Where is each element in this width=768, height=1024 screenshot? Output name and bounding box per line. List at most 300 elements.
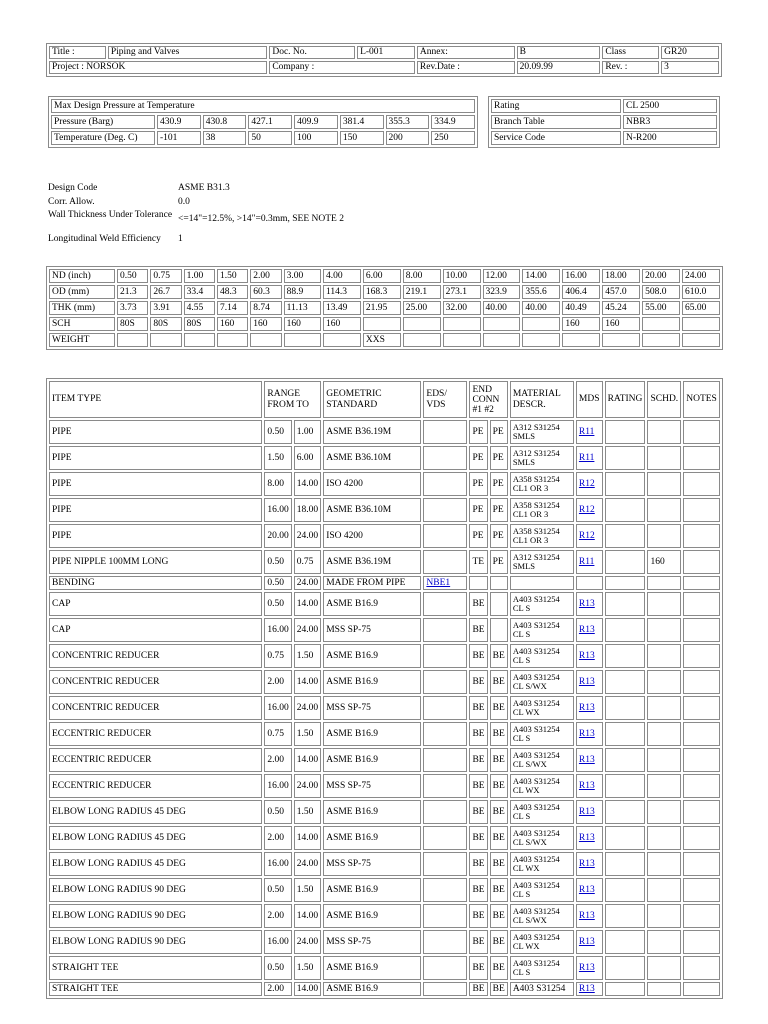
end-conn-1-cell <box>469 576 487 590</box>
schd-cell <box>647 446 681 470</box>
rev-date-value: 20.09.99 <box>517 61 601 74</box>
item-row <box>49 800 720 824</box>
rating-cell <box>605 722 646 746</box>
notes-cell <box>683 800 720 824</box>
range-to-cell: 14.00 <box>294 472 321 496</box>
notes-cell <box>683 670 720 694</box>
range-from-cell: 8.00 <box>264 472 291 496</box>
mds-cell-link[interactable]: R13 <box>578 754 595 765</box>
item-type-header: ITEM TYPE <box>49 381 262 418</box>
branch-table-label: Branch Table <box>491 115 621 129</box>
material-header: MATERIAL DESCR. <box>510 381 574 418</box>
end-conn-1-cell: BE <box>469 852 487 876</box>
thk-cell: 3.91 <box>150 301 181 315</box>
nd-cell: 1.50 <box>217 269 248 283</box>
od-cell: 323.9 <box>483 285 521 299</box>
sch-cell: 80S <box>184 317 215 331</box>
range-to-cell: 24.00 <box>294 852 321 876</box>
item-row <box>49 930 720 954</box>
temperature-value: 250 <box>431 131 475 145</box>
items-header-row <box>49 381 720 418</box>
mds-cell-link[interactable]: R13 <box>578 676 595 687</box>
nd-label: ND (inch) <box>49 269 115 283</box>
thk-label: THK (mm) <box>49 301 115 315</box>
end-conn-2-cell: BE <box>490 852 508 876</box>
range-to-cell: 0.75 <box>294 550 321 574</box>
range-to-cell: 14.00 <box>294 670 321 694</box>
eds-vds-cell <box>423 498 467 522</box>
od-cell: 114.3 <box>323 285 361 299</box>
material-cell: A358 S31254 CL1 OR 3 <box>510 498 574 522</box>
item-row <box>49 420 720 444</box>
rating-cell <box>605 420 646 444</box>
thk-row <box>49 301 720 315</box>
sch-cell <box>483 317 521 331</box>
range-to-cell: 1.50 <box>294 800 321 824</box>
mds-cell-link[interactable]: R13 <box>578 728 595 739</box>
weight-cell <box>250 333 281 347</box>
range-to-cell: 14.00 <box>294 748 321 772</box>
mds-cell <box>576 644 603 668</box>
schd-cell <box>647 420 681 444</box>
schd-cell <box>647 524 681 548</box>
corrosion-allowance-value: 0.0 <box>178 197 190 207</box>
mds-cell-link[interactable]: R13 <box>578 832 595 843</box>
sch-cell <box>522 317 560 331</box>
mds-cell <box>576 576 603 590</box>
pressure-value: 355.3 <box>386 115 430 129</box>
mds-cell-link[interactable]: R12 <box>578 504 595 515</box>
eds-vds-cell <box>423 472 467 496</box>
eds-vds-cell <box>423 618 467 642</box>
eds-vds-cell-link[interactable]: NBE1 <box>426 577 451 588</box>
thk-cell: 25.00 <box>403 301 441 315</box>
design-code-label: Design Code <box>48 183 98 193</box>
schd-cell <box>647 774 681 798</box>
wall-thickness-label: Wall Thickness Under Tolerance <box>48 210 173 220</box>
rating-cell <box>605 524 646 548</box>
material-cell: A403 S31254 CL S <box>510 722 574 746</box>
mds-cell-link[interactable]: R12 <box>578 530 595 541</box>
nd-cell: 24.00 <box>682 269 720 283</box>
schd-cell <box>647 930 681 954</box>
notes-cell <box>683 550 720 574</box>
mds-cell-link[interactable]: R13 <box>578 884 595 895</box>
weight-cell <box>184 333 215 347</box>
range-from-cell: 0.50 <box>264 878 291 902</box>
eds-vds-cell <box>423 826 467 850</box>
end-conn-2-cell: BE <box>490 878 508 902</box>
item-type-cell: ECCENTRIC REDUCER <box>49 722 262 746</box>
thk-cell: 40.49 <box>562 301 600 315</box>
mds-cell-link[interactable]: R11 <box>578 556 595 567</box>
nd-cell: 6.00 <box>363 269 401 283</box>
end-conn-2-cell <box>490 592 508 616</box>
schd-cell <box>647 498 681 522</box>
eds-vds-cell <box>423 852 467 876</box>
weight-cell <box>323 333 361 347</box>
range-from-cell: 16.00 <box>264 852 291 876</box>
item-row <box>49 550 720 574</box>
geometric-standard-cell: ASME B36.19M <box>323 420 421 444</box>
material-cell: A403 S31254 <box>510 982 574 996</box>
end-conn-1-cell: BE <box>469 644 487 668</box>
item-row <box>49 576 720 590</box>
schd-cell <box>647 956 681 980</box>
item-type-cell: ELBOW LONG RADIUS 90 DEG <box>49 878 262 902</box>
schd-cell <box>647 748 681 772</box>
thk-cell: 7.14 <box>217 301 248 315</box>
design-code-value: ASME B31.3 <box>178 183 230 193</box>
mds-cell-link[interactable]: R13 <box>578 624 595 635</box>
rating-cell <box>605 644 646 668</box>
geometric-standard-cell: ASME B16.9 <box>323 722 421 746</box>
range-to-cell: 14.00 <box>294 592 321 616</box>
item-row <box>49 878 720 902</box>
mds-cell <box>576 826 603 850</box>
eds-vds-cell <box>423 524 467 548</box>
pressure-value: 381.4 <box>340 115 384 129</box>
mds-cell <box>576 800 603 824</box>
geometric-standard-cell: MSS SP-75 <box>323 618 421 642</box>
end-conn-1-cell: BE <box>469 618 487 642</box>
wall-thickness-value: <=14"=12.5%, >14"=0.3mm, SEE NOTE 2 <box>178 214 344 224</box>
notes-cell <box>683 956 720 980</box>
item-row <box>49 904 720 928</box>
eds-vds-cell <box>423 550 467 574</box>
temperature-value: 38 <box>203 131 247 145</box>
mds-cell-link[interactable]: R13 <box>578 983 595 994</box>
thk-cell: 8.74 <box>250 301 281 315</box>
item-type-cell: ELBOW LONG RADIUS 90 DEG <box>49 930 262 954</box>
service-code-label: Service Code <box>491 131 621 145</box>
geometric-standard-cell: MADE FROM PIPE <box>323 576 421 590</box>
item-row <box>49 592 720 616</box>
rating-cell <box>605 618 646 642</box>
item-type-cell: PIPE NIPPLE 100MM LONG <box>49 550 262 574</box>
range-to-cell: 14.00 <box>294 982 321 996</box>
item-row <box>49 498 720 522</box>
end-conn-2-cell: PE <box>490 472 508 496</box>
geometric-standard-cell: ASME B16.9 <box>323 748 421 772</box>
geometric-standard-cell: ASME B16.9 <box>323 904 421 928</box>
weight-row <box>49 333 720 347</box>
item-type-cell: CAP <box>49 592 262 616</box>
rating-cell <box>605 982 646 996</box>
notes-header: NOTES <box>683 381 720 418</box>
mds-cell <box>576 498 603 522</box>
end-conn-2-cell: PE <box>490 498 508 522</box>
end-conn-2-cell: BE <box>490 904 508 928</box>
item-type-cell: ECCENTRIC REDUCER <box>49 748 262 772</box>
mds-cell-link[interactable]: R13 <box>578 598 595 609</box>
od-cell: 21.3 <box>117 285 148 299</box>
range-to-cell: 24.00 <box>294 618 321 642</box>
nd-cell: 1.00 <box>184 269 215 283</box>
notes-cell <box>683 748 720 772</box>
schd-cell <box>647 982 681 996</box>
rating-cell <box>605 550 646 574</box>
sch-cell <box>443 317 481 331</box>
weight-cell <box>562 333 600 347</box>
material-cell: A403 S31254 CL WX <box>510 696 574 720</box>
nd-cell: 12.00 <box>483 269 521 283</box>
thk-cell: 45.24 <box>602 301 640 315</box>
mds-cell <box>576 722 603 746</box>
eds-vds-cell <box>423 878 467 902</box>
weight-cell <box>284 333 321 347</box>
mds-cell-link[interactable]: R13 <box>578 806 595 817</box>
rating-cell <box>605 800 646 824</box>
nd-row <box>49 269 720 283</box>
material-cell: A403 S31254 CL S <box>510 592 574 616</box>
end-conn-2-cell: PE <box>490 420 508 444</box>
eds-vds-cell <box>423 592 467 616</box>
range-from-cell: 16.00 <box>264 498 291 522</box>
notes-cell <box>683 696 720 720</box>
pressure-value: 430.8 <box>203 115 247 129</box>
end-conn-1-cell: BE <box>469 592 487 616</box>
sch-cell: 160 <box>562 317 600 331</box>
mds-cell-link[interactable]: R13 <box>578 702 595 713</box>
geometric-standard-cell: ASME B16.9 <box>323 878 421 902</box>
mds-cell <box>576 748 603 772</box>
nd-cell: 4.00 <box>323 269 361 283</box>
material-cell: A403 S31254 CL S/WX <box>510 748 574 772</box>
class-label: Class <box>602 46 659 59</box>
mds-cell <box>576 982 603 996</box>
item-row <box>49 852 720 876</box>
material-cell: A403 S31254 CL S <box>510 956 574 980</box>
range-from-cell: 0.75 <box>264 722 291 746</box>
item-type-cell: ELBOW LONG RADIUS 45 DEG <box>49 826 262 850</box>
material-cell: A403 S31254 CL WX <box>510 774 574 798</box>
end-conn-1-cell: TE <box>469 550 487 574</box>
end-conn-1-cell: PE <box>469 446 487 470</box>
mds-cell-link[interactable]: R13 <box>578 910 595 921</box>
end-conn-2-cell: BE <box>490 826 508 850</box>
mds-cell <box>576 524 603 548</box>
eds-vds-cell <box>423 904 467 928</box>
end-conn-2-cell: BE <box>490 930 508 954</box>
range-from-cell: 2.00 <box>264 904 291 928</box>
rev-value: 3 <box>661 61 719 74</box>
temperature-value: 150 <box>340 131 384 145</box>
nd-cell: 14.00 <box>522 269 560 283</box>
mds-cell-link[interactable]: R12 <box>578 478 595 489</box>
range-from-cell: 2.00 <box>264 670 291 694</box>
item-type-cell: CONCENTRIC REDUCER <box>49 696 262 720</box>
end-conn-2-cell: PE <box>490 550 508 574</box>
range-to-cell: 1.50 <box>294 956 321 980</box>
mds-cell-link[interactable]: R13 <box>578 858 595 869</box>
geometric-standard-cell: MSS SP-75 <box>323 696 421 720</box>
od-cell: 273.1 <box>443 285 481 299</box>
notes-cell <box>683 774 720 798</box>
od-cell: 508.0 <box>642 285 680 299</box>
od-cell: 168.3 <box>363 285 401 299</box>
geometric-standard-cell: ISO 4200 <box>323 472 421 496</box>
range-to-cell: 14.00 <box>294 826 321 850</box>
range-from-cell: 16.00 <box>264 930 291 954</box>
geometric-standard-cell: ASME B16.9 <box>323 826 421 850</box>
mds-cell-link[interactable]: R13 <box>578 962 595 973</box>
eds-vds-cell <box>423 774 467 798</box>
item-type-cell: PIPE <box>49 446 262 470</box>
item-type-cell: STRAIGHT TEE <box>49 956 262 980</box>
notes-cell <box>683 826 720 850</box>
item-row <box>49 748 720 772</box>
eds-vds-cell <box>423 670 467 694</box>
company-label: Company : <box>269 61 415 74</box>
mds-cell-link[interactable]: R11 <box>578 426 595 437</box>
annex-label: Annex: <box>417 46 515 59</box>
material-cell: A403 S31254 CL WX <box>510 930 574 954</box>
end-conn-2-cell: BE <box>490 696 508 720</box>
end-conn-2-cell: BE <box>490 748 508 772</box>
rev-date-label: Rev.Date : <box>417 61 515 74</box>
geometric-standard-cell: ASME B16.9 <box>323 982 421 996</box>
range-from-cell: 20.00 <box>264 524 291 548</box>
nd-cell: 3.00 <box>284 269 321 283</box>
end-conn-1-cell: BE <box>469 670 487 694</box>
geometric-standard-cell: ASME B16.9 <box>323 800 421 824</box>
end-conn-1-cell: BE <box>469 956 487 980</box>
end-conn-2-cell <box>490 576 508 590</box>
od-cell: 457.0 <box>602 285 640 299</box>
pressure-value: 409.9 <box>294 115 338 129</box>
sch-cell <box>363 317 401 331</box>
schd-cell <box>647 644 681 668</box>
temperature-value: 200 <box>386 131 430 145</box>
od-cell: 60.3 <box>250 285 281 299</box>
item-type-cell: CAP <box>49 618 262 642</box>
item-row <box>49 524 720 548</box>
notes-cell <box>683 878 720 902</box>
mds-cell <box>576 852 603 876</box>
notes-cell <box>683 852 720 876</box>
material-cell <box>510 576 574 590</box>
range-to-cell: 1.00 <box>294 420 321 444</box>
end-conn-1-cell: PE <box>469 420 487 444</box>
range-to-cell: 24.00 <box>294 524 321 548</box>
mds-cell <box>576 878 603 902</box>
end-conn-2-cell: BE <box>490 774 508 798</box>
material-cell: A312 S31254 SMLS <box>510 446 574 470</box>
mds-cell-link[interactable]: R13 <box>578 650 595 661</box>
material-cell: A403 S31254 CL S <box>510 644 574 668</box>
range-to-cell: 24.00 <box>294 774 321 798</box>
mds-cell-link[interactable]: R13 <box>578 780 595 791</box>
eds-vds-cell <box>423 644 467 668</box>
nd-cell: 18.00 <box>602 269 640 283</box>
material-cell: A403 S31254 CL S <box>510 618 574 642</box>
mds-cell <box>576 420 603 444</box>
sch-label: SCH <box>49 317 115 331</box>
mds-cell-link[interactable]: R11 <box>578 452 595 463</box>
range-from-cell: 0.50 <box>264 800 291 824</box>
material-cell: A312 S31254 SMLS <box>510 420 574 444</box>
material-cell: A403 S31254 CL WX <box>510 852 574 876</box>
rating-cell <box>605 446 646 470</box>
sch-row <box>49 317 720 331</box>
doc-no-value: L-001 <box>357 46 415 59</box>
range-from-cell: 0.50 <box>264 956 291 980</box>
geometric-standard-cell: ASME B16.9 <box>323 670 421 694</box>
item-type-cell: PIPE <box>49 472 262 496</box>
range-to-cell: 18.00 <box>294 498 321 522</box>
sch-cell <box>403 317 441 331</box>
doc-no-label: Doc. No. <box>269 46 355 59</box>
range-from-cell: 16.00 <box>264 618 291 642</box>
weight-cell <box>443 333 481 347</box>
notes-cell <box>683 472 720 496</box>
item-type-cell: PIPE <box>49 498 262 522</box>
geometric-standard-cell: ASME B36.10M <box>323 446 421 470</box>
notes-cell <box>683 904 720 928</box>
pipe-size-table <box>46 266 723 350</box>
schd-cell <box>647 670 681 694</box>
sch-cell: 80S <box>150 317 181 331</box>
eds-vds-cell <box>423 576 467 590</box>
item-row <box>49 472 720 496</box>
mds-cell <box>576 670 603 694</box>
end-conn-1-cell: BE <box>469 982 487 996</box>
material-cell: A358 S31254 CL1 OR 3 <box>510 472 574 496</box>
od-cell: 406.4 <box>562 285 600 299</box>
item-type-cell: ELBOW LONG RADIUS 90 DEG <box>49 904 262 928</box>
rating-cell <box>605 592 646 616</box>
range-from-cell: 2.00 <box>264 748 291 772</box>
od-cell: 48.3 <box>217 285 248 299</box>
item-row <box>49 644 720 668</box>
notes-cell <box>683 420 720 444</box>
material-cell: A358 S31254 CL1 OR 3 <box>510 524 574 548</box>
mds-cell <box>576 618 603 642</box>
rating-cell <box>605 472 646 496</box>
range-to-cell: 1.50 <box>294 722 321 746</box>
schd-cell <box>647 878 681 902</box>
mds-cell-link[interactable]: R13 <box>578 936 595 947</box>
schd-cell <box>647 576 681 590</box>
end-conn-2-cell: BE <box>490 800 508 824</box>
mds-cell <box>576 550 603 574</box>
rating-cell <box>605 774 646 798</box>
schd-cell <box>647 696 681 720</box>
thk-cell: 55.00 <box>642 301 680 315</box>
end-conn-1-cell: BE <box>469 722 487 746</box>
weld-efficiency-value: 1 <box>178 234 183 244</box>
item-type-cell: STRAIGHT TEE <box>49 982 262 996</box>
schd-cell: 160 <box>647 550 681 574</box>
eds-vds-cell <box>423 800 467 824</box>
schd-cell <box>647 800 681 824</box>
schd-cell <box>647 618 681 642</box>
range-from-cell: 2.00 <box>264 826 291 850</box>
mds-cell <box>576 904 603 928</box>
thk-cell: 4.55 <box>184 301 215 315</box>
range-to-cell: 24.00 <box>294 930 321 954</box>
geometric-standard-header: GEOMETRIC STANDARD <box>323 381 421 418</box>
rating-cell <box>605 498 646 522</box>
rating-cell <box>605 930 646 954</box>
rating-cell <box>605 748 646 772</box>
mds-cell <box>576 472 603 496</box>
schd-cell <box>647 592 681 616</box>
sch-cell: 160 <box>217 317 248 331</box>
thk-cell: 3.73 <box>117 301 148 315</box>
schd-cell <box>647 722 681 746</box>
